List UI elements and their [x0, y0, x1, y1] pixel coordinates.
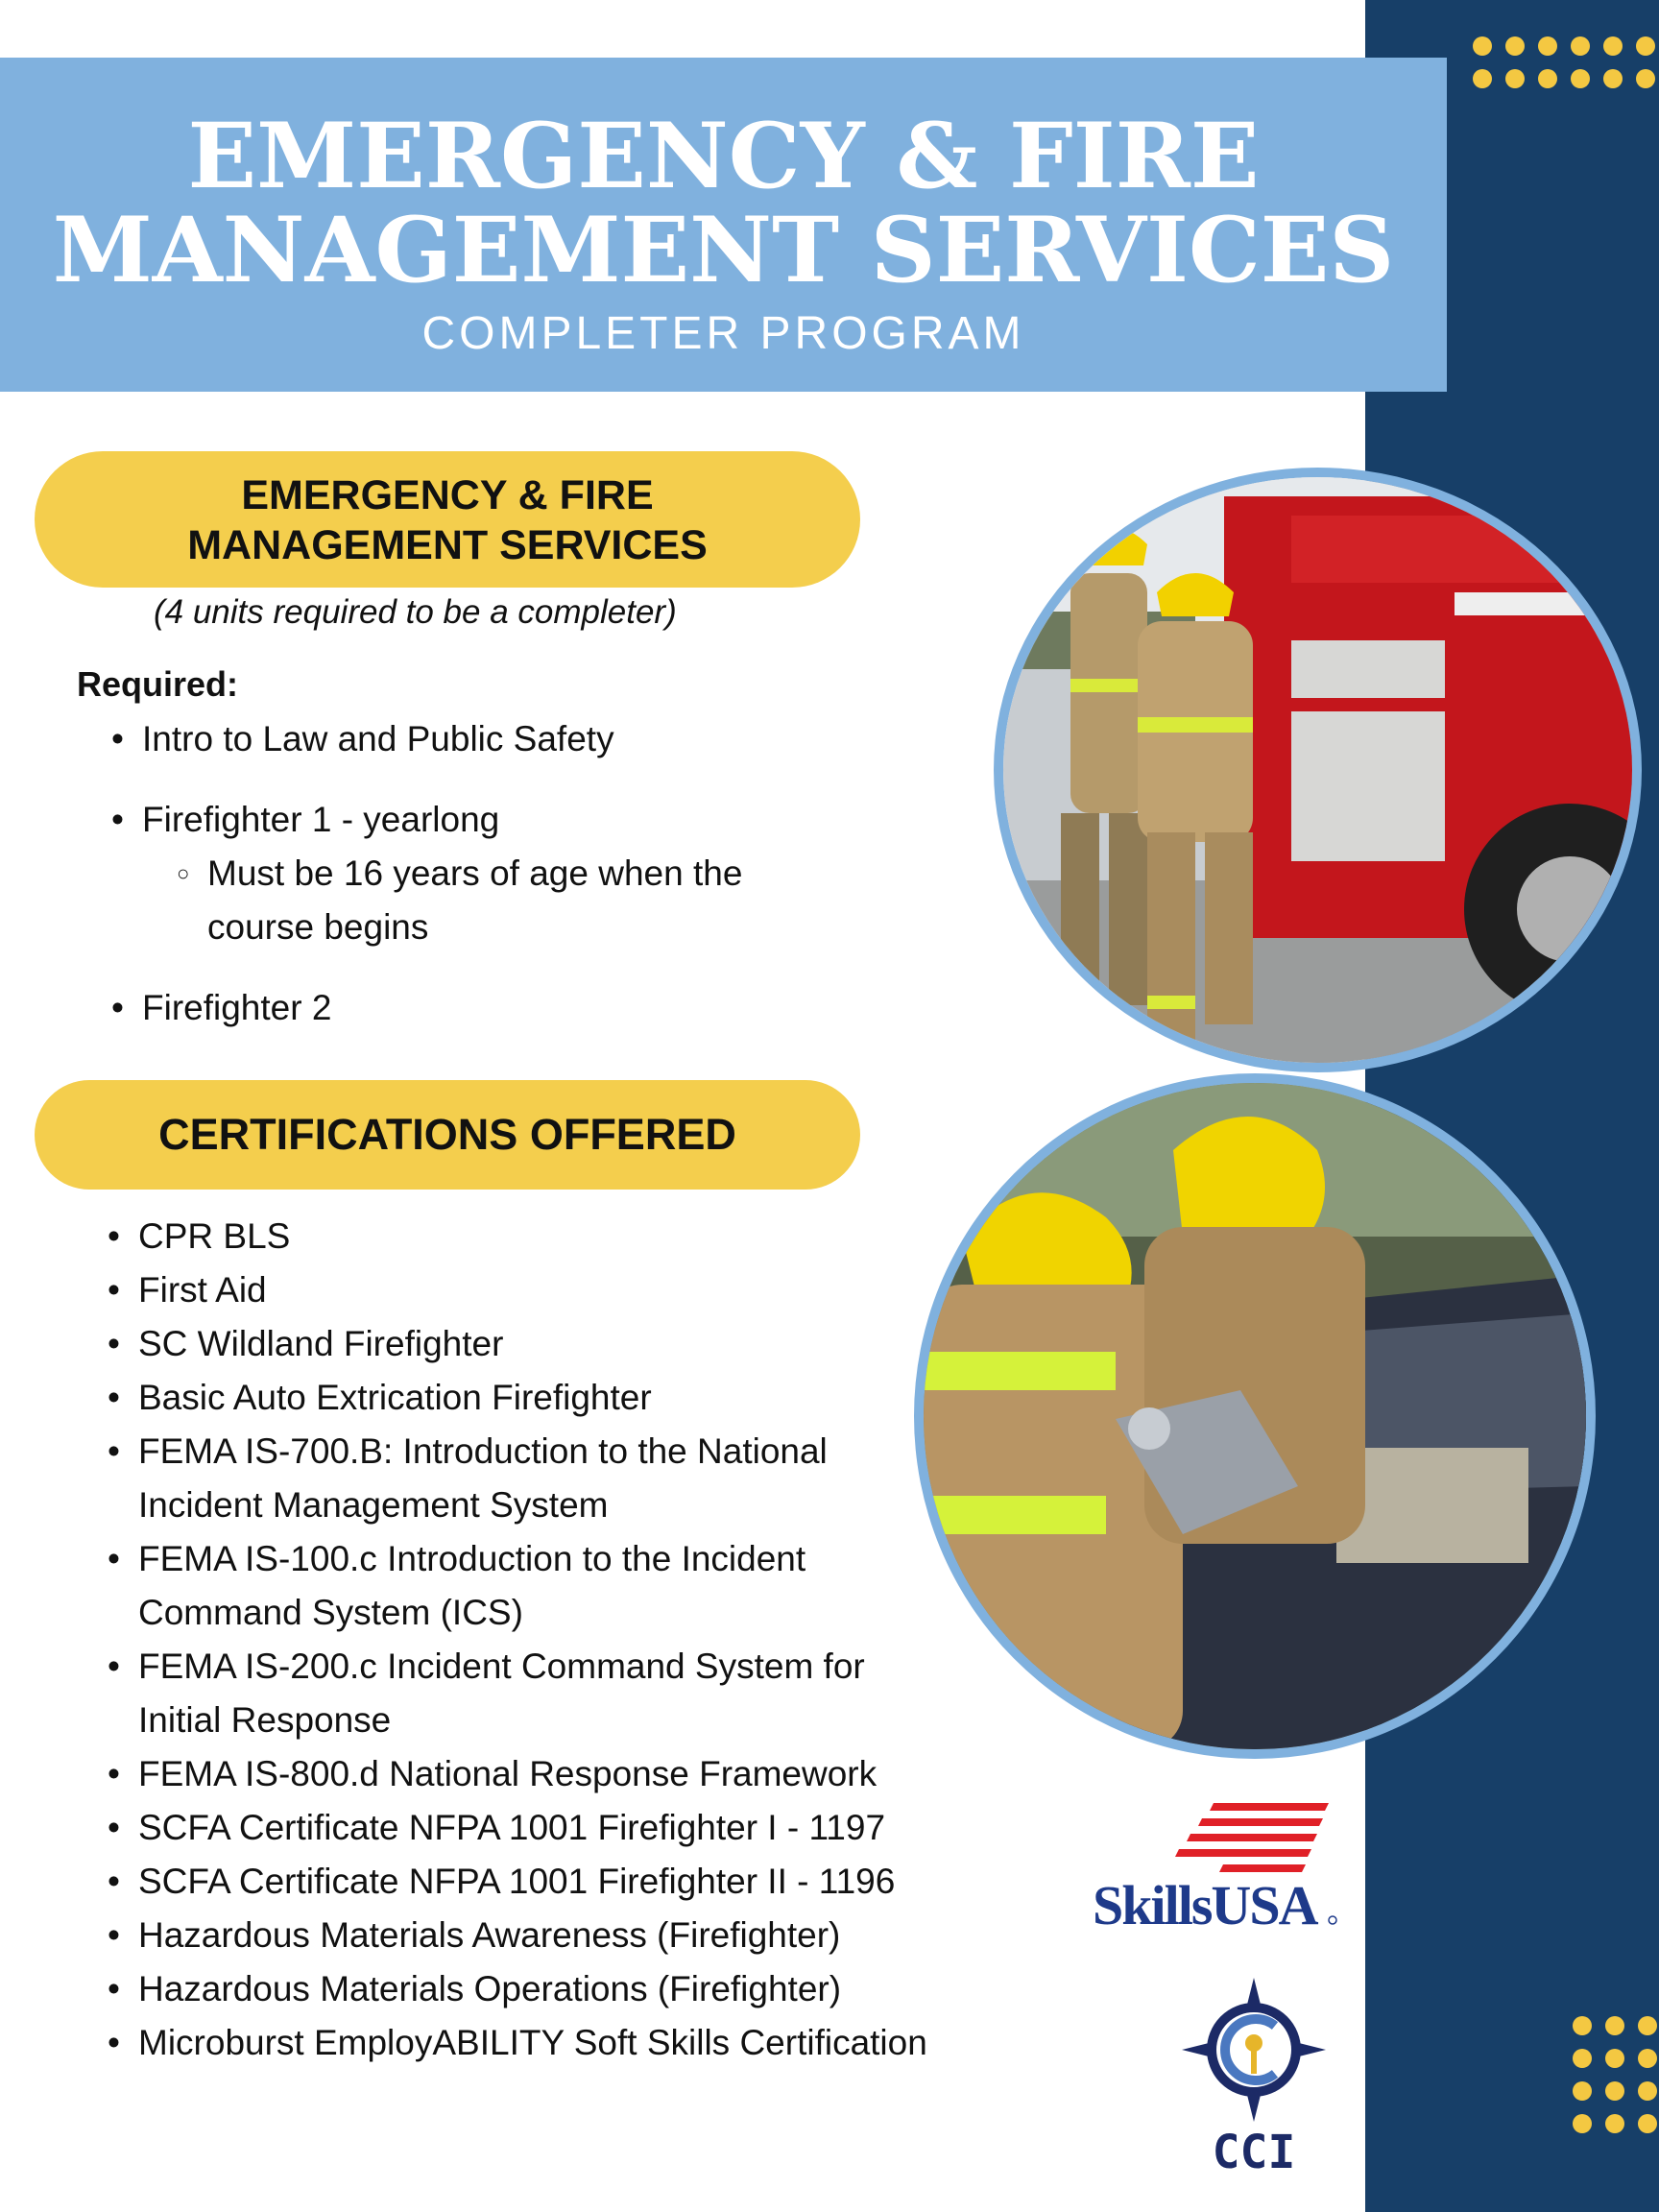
certification-label: FEMA IS-800.d National Response Framework [138, 1754, 878, 1793]
certification-label: SCFA Certificate NFPA 1001 Firefighter I - 1197 [138, 1808, 886, 1847]
list-item [108, 1210, 1058, 1263]
certification-label: SC Wildland Firefighter [138, 1324, 504, 1363]
certification-label: FEMA IS-700.B: Introduction to the National Incident Management System [138, 1431, 828, 1525]
certification-list [108, 1210, 1058, 2070]
required-course-list [111, 712, 975, 1062]
certification-label: FEMA IS-100.c Introduction to the Incident Command System (ICS) [138, 1539, 806, 1632]
course-label: Intro to Law and Public Safety [142, 719, 614, 758]
list-item [108, 1425, 906, 1532]
decorative-dots-bottom [1573, 2016, 1657, 2133]
course-label: Firefighter 1 - yearlong [142, 800, 500, 839]
cci-logo [1177, 1978, 1331, 2179]
page-subtitle: COMPLETER PROGRAM [421, 308, 1025, 359]
list-item [108, 1317, 1058, 1371]
list-item [111, 981, 975, 1035]
skillsusa-flag-icon [1089, 1797, 1344, 1937]
list-item [108, 1855, 1058, 1909]
decorative-dots-top [1473, 36, 1655, 88]
skillsusa-logo [1089, 1797, 1344, 1937]
list-item [177, 847, 803, 954]
completer-note: (4 units required to be a completer) [154, 593, 677, 631]
photo-illustration [1003, 477, 1632, 1063]
certification-label: Basic Auto Extrication Firefighter [138, 1378, 652, 1417]
certification-label: Hazardous Materials Awareness (Firefighter) [138, 1915, 841, 1955]
title-line-1: EMERGENCY & FIRE [187, 104, 1260, 209]
list-item [108, 1532, 906, 1640]
list-item [108, 1640, 906, 1747]
list-item [108, 1909, 1058, 1962]
list-item [111, 793, 975, 954]
firefighters-at-truck-photo [994, 468, 1642, 1072]
cci-wordmark: CCI [1212, 2126, 1296, 2179]
certifications-heading: CERTIFICATIONS OFFERED [158, 1110, 736, 1159]
vehicle-extrication-photo [914, 1073, 1596, 1759]
program-heading-line-1: EMERGENCY & FIRE [241, 472, 654, 518]
title-line-2: MANAGEMENT SERVICES [52, 198, 1395, 303]
certification-label: Microburst EmployABILITY Soft Skills Certification [138, 2023, 927, 2062]
skillsusa-wordmark: SkillsUSA [1093, 1874, 1317, 1936]
program-heading-pill [35, 451, 860, 588]
certification-label: CPR BLS [138, 1216, 291, 1256]
list-item [108, 1962, 1058, 2016]
list-item [111, 712, 975, 766]
list-item [108, 1263, 1058, 1317]
certification-label: Hazardous Materials Operations (Firefighter) [138, 1969, 842, 2008]
required-label: Required: [77, 664, 239, 704]
course-requirement: Must be 16 years of age when the course begins [207, 854, 743, 947]
page-title [0, 58, 1447, 303]
course-sub-list [177, 847, 975, 954]
certification-label: First Aid [138, 1270, 267, 1310]
cci-compass-icon [1177, 1978, 1331, 2179]
list-item [108, 1801, 1058, 1855]
header-banner [0, 58, 1447, 392]
course-label: Firefighter 2 [142, 988, 332, 1027]
photo-illustration [924, 1083, 1586, 1749]
list-item [108, 2016, 1058, 2070]
program-heading-line-2: MANAGEMENT SERVICES [187, 522, 708, 568]
certification-label: FEMA IS-200.c Incident Command System for Initial Response [138, 1647, 865, 1740]
certifications-heading-pill [35, 1080, 860, 1190]
certification-label: SCFA Certificate NFPA 1001 Firefighter II - 1196 [138, 1862, 896, 1901]
list-item [108, 1747, 1058, 1801]
